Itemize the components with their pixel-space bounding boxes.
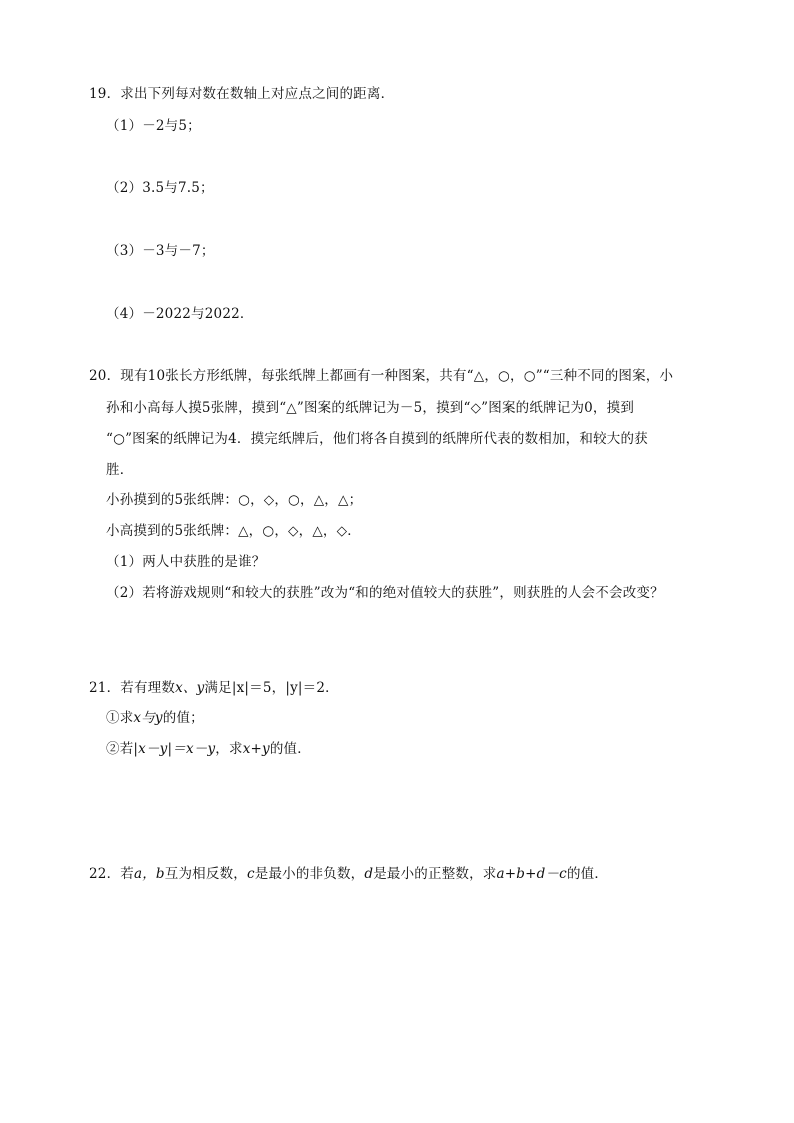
q21-part2-prefix: ②若	[106, 741, 134, 757]
q20-stem-line-1: 20．现有10张长方形纸牌，每张纸牌上都画有一种图案，共有“△，○，○”“三种不同的图案，小	[89, 368, 674, 384]
q22-mid1: 互为相反数，	[164, 866, 247, 882]
q21-part2-expr: x+y	[242, 741, 270, 757]
q20-part-1: （1）两人中获胜的是谁？	[106, 554, 266, 570]
q19-part-2: （2）3.5与7.5；	[106, 180, 214, 196]
q19-part-3: （3）－3与－7；	[106, 243, 215, 259]
q22-mid2: 是最小的非负数，	[254, 866, 365, 882]
q21-part1-suffix: 的值；	[162, 710, 204, 726]
q19-part-1: （1）－2与5；	[106, 118, 201, 134]
q21-part1-vars: x与y	[133, 710, 163, 726]
q21-stem-suffix: 满足|x|＝5，|y|＝2．	[204, 680, 339, 696]
q21-stem-vars: x、y	[175, 680, 205, 696]
q21-stem	[89, 678, 339, 698]
q22-ab: a，b	[133, 866, 165, 882]
q21-part-1	[106, 708, 204, 728]
q22-prefix: 22．若	[89, 866, 134, 882]
q22-d: d	[364, 866, 374, 882]
q19-stem: 19．求出下列每对数在数轴上对应点之间的距离．	[89, 86, 395, 102]
q21-part2-cond: |x－y|＝x－y	[133, 741, 216, 757]
q20-stem-line-2: 孙和小高每人摸5张牌，摸到“△”图案的纸牌记为－5，摸到“◇”图案的纸牌记为0，摸到	[106, 400, 635, 416]
q21-stem-prefix: 21．若有理数	[89, 680, 176, 696]
q20-gao-cards: 小高摸到的5张纸牌：△，○，◇，△，◇．	[106, 523, 361, 539]
q20-sun-cards: 小孙摸到的5张纸牌：○，◇，○，△，△；	[106, 492, 363, 508]
q22-mid3: 是最小的正整数，求	[373, 866, 497, 882]
q22-stem	[89, 864, 608, 884]
q21-part1-prefix: ①求	[106, 710, 134, 726]
q19-part-4: （4）－2022与2022．	[106, 306, 254, 322]
q22-expr: a+b+d－c	[496, 866, 567, 882]
q21-part2-mid: ，求	[215, 741, 243, 757]
q22-suffix: 的值．	[566, 866, 609, 882]
q20-stem-line-4: 胜．	[106, 462, 134, 478]
q21-part-2	[106, 739, 311, 759]
q22-c: c	[246, 866, 255, 882]
q20-part-2: （2）若将游戏规则“和较大的获胜”改为“和的绝对值较大的获胜”，则获胜的人会不会改变？	[106, 585, 664, 601]
q20-stem-line-3: “○”图案的纸牌记为4．摸完纸牌后，他们将各自摸到的纸牌所代表的数相加，和较大的获	[106, 431, 648, 447]
q21-part2-suffix: 的值．	[269, 741, 311, 757]
